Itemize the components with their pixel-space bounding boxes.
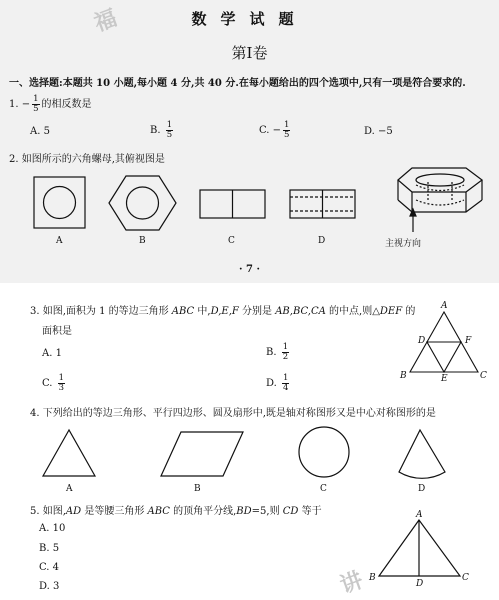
part-title: 第Ⅰ卷: [231, 44, 268, 62]
q5-point-d: D: [416, 579, 424, 589]
q3-line-2: 面积是: [42, 326, 72, 337]
q5-point-b: B: [369, 573, 376, 583]
q4-label-d: D: [418, 484, 426, 494]
q1-option-a: A. 5: [30, 126, 50, 137]
q1-number: 1.: [9, 99, 19, 110]
question-4: 4. 下列给出的等边三角形、平行四边形、圆及扇形中,既是轴对称图形又是中心对称图形的是: [30, 408, 436, 419]
q5-option-d: D. 3: [39, 581, 60, 592]
q5-option-a: A. 10: [39, 523, 66, 534]
q3-point-e: E: [441, 374, 448, 384]
q3-option-a: A. 1: [42, 348, 62, 359]
q5-point-a: A: [416, 510, 423, 520]
q3-option-c: C. $\frac{1}{3}$: [42, 373, 65, 393]
q1-option-b: B. $\frac{1}{5}$: [150, 120, 173, 140]
q3-option-d: D. $\frac{1}{4}$: [266, 373, 289, 393]
q3-point-b: B: [400, 371, 407, 381]
question-5: 5. 如图,AD 是等腰三角形 ABC 的顶角平分线,BD=5,则 CD 等于: [30, 506, 322, 517]
q3-option-b: B. $\frac{1}{2}$: [266, 342, 289, 362]
q3-point-a: A: [441, 301, 448, 311]
q2-label-a: A: [56, 236, 63, 246]
question-3: 3. 如图,面积为 1 的等边三角形 ABC 中,D,E,F 分别是 AB,BC,CA 的中点,则△DEF 的: [30, 306, 416, 317]
watermark-top: 福: [90, 4, 121, 37]
q2-label-d: D: [318, 236, 326, 246]
q1-option-d: D. −5: [364, 126, 393, 137]
q1-option-c: C. − $\frac{1}{5}$: [259, 120, 290, 140]
page-number: · 7 ·: [239, 264, 260, 275]
q5-option-b: B. 5: [39, 543, 60, 554]
q4-label-b: B: [194, 484, 201, 494]
q3-point-d: D: [418, 336, 426, 346]
q3-point-c: C: [480, 371, 487, 381]
q1-minus: −: [21, 99, 31, 110]
q5-option-c: C. 4: [39, 562, 60, 573]
page-title: 数学试题: [191, 10, 308, 28]
q1-text: 的相反数是: [41, 99, 92, 110]
section-heading: 一、选择题:本题共 10 小题,每小题 4 分,共 40 分.在每小题给出的四个选项中,只有一项是符合要求的.: [9, 78, 466, 89]
q3-point-f: F: [465, 336, 472, 346]
watermark-bottom: 讲: [336, 566, 367, 599]
q2-view-direction-label: 主视方向: [385, 239, 422, 249]
q4-label-a: A: [66, 484, 73, 494]
q4-label-c: C: [320, 484, 327, 494]
question-2: 2. 如图所示的六角螺母,其俯视图是: [9, 154, 165, 165]
q2-label-b: B: [139, 236, 146, 246]
q5-point-c: C: [462, 573, 469, 583]
q2-label-c: C: [228, 236, 235, 246]
q1-fraction: $\frac{1}{5}$: [33, 94, 39, 114]
